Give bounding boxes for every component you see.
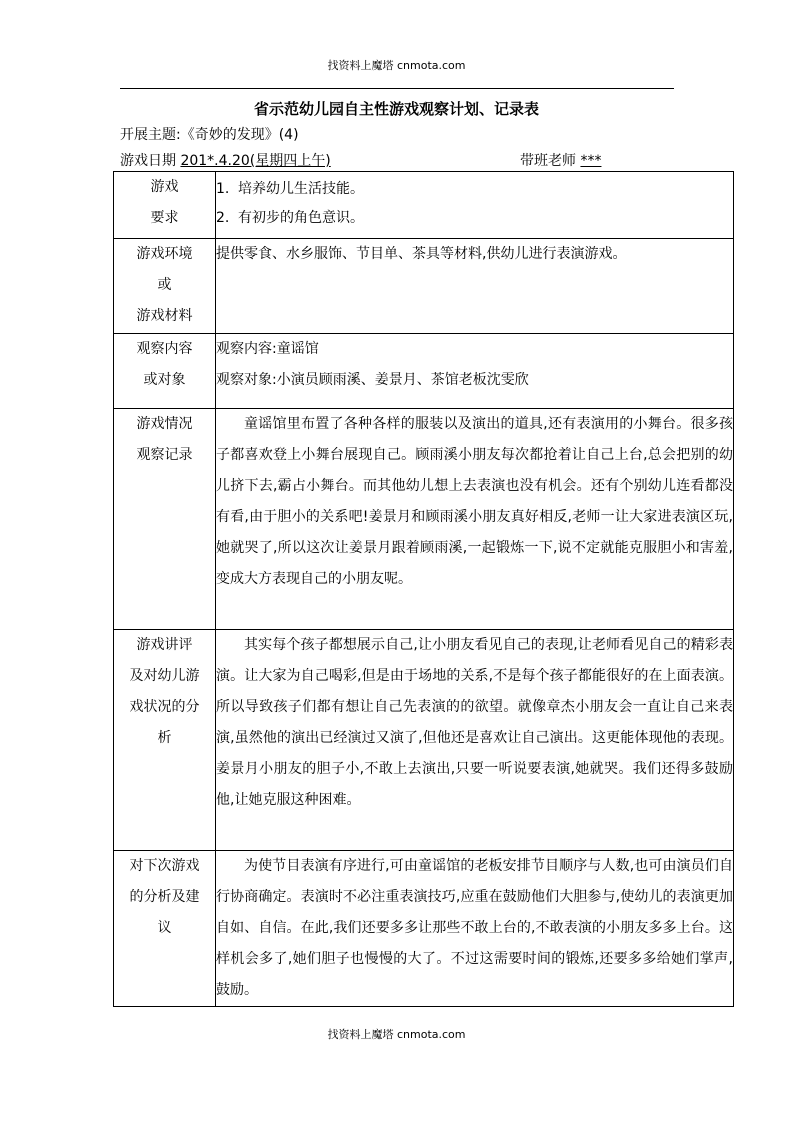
- requirement-item: 2. 有初步的角色意识。: [216, 210, 364, 226]
- theme-value: 《奇妙的发现》(4): [180, 127, 299, 143]
- requirements-label: 游戏 要求: [114, 172, 216, 239]
- page-footer: 找资料上魔塔 cnmota.com: [327, 1028, 466, 1041]
- observation-table: [113, 171, 734, 1007]
- record-content: 童谣馆里布置了各种各样的服装以及演出的道具,还有表演用的小舞台。很多孩子都喜欢登上小舞台展现自己。顾雨溪小朋友每次都抢着让自己上台,总会把别的幼儿挤下去,霸占小舞台。而其他幼儿想上去表演也没有机会。还有个别幼儿连看都没有看,由于胆小的关系吧!姜景月和顾雨溪小朋友真好相反,老师一让大家进表演区玩,她就哭了,所以这次让姜景月跟着顾雨溪,一起锻炼一下,说不定就能克服胆小和害羞,变成大方表现自己的小朋友呢。: [216, 409, 734, 630]
- date-value: 201*.4.20(星期四上午): [180, 153, 331, 169]
- header-divider: [120, 88, 674, 89]
- environment-content: 提供零食、水乡服饰、节目单、茶具等材料,供幼儿进行表演游戏。: [216, 239, 734, 334]
- date-label: 游戏日期: [120, 153, 176, 169]
- row-requirements: [114, 172, 734, 239]
- requirement-item: 1. 培养幼儿生活技能。: [216, 181, 364, 197]
- document-title: 省示范幼儿园自主性游戏观察计划、记录表: [253, 100, 539, 118]
- next-content: 为使节目表演有序进行,可由童谣馆的老板安排节目顺序与人数,也可由演员们自行协商确定。表演时不必注重表演技巧,应重在鼓励他们大胆参与,使幼儿的表演更加自如、自信。在此,我们还要多多让那些不敢上台的,不敢表演的小朋友多多上台。这样机会多了,她们胆子也慢慢的大了。不过这需要时间的锻炼,还要多多给她们掌声,鼓励。: [216, 851, 734, 1007]
- observation-target-content: 观察内容:童谣馆 观察对象:小演员顾雨溪、姜景月、茶馆老板沈雯欣: [216, 334, 734, 409]
- environment-label: 游戏环境 或 游戏材料: [114, 239, 216, 334]
- analysis-label: 游戏讲评 及对幼儿游 戏状况的分 析: [114, 630, 216, 851]
- teacher-label: 带班老师: [520, 153, 576, 169]
- theme-line: [120, 125, 299, 145]
- row-analysis: [114, 630, 734, 851]
- observation-target-label: 观察内容 或对象: [114, 334, 216, 409]
- next-label: 对下次游戏 的分析及建 议: [114, 851, 216, 1007]
- row-environment: [114, 239, 734, 334]
- analysis-content: 其实每个孩子都想展示自己,让小朋友看见自己的表现,让老师看见自己的精彩表演。让大家为自己喝彩,但是由于场地的关系,不是每个孩子都能很好的在上面表演。所以导致孩子们都有想让自己先表演的的欲望。就像章杰小朋友会一直让自己来表演,虽然他的演出已经演过又演了,但他还是喜欢让自己演出。这更能体现他的表现。姜景月小朋友的胆子小,不敢上去演出,只要一听说要表演,她就哭。我们还得多鼓励他,让她克服这种困难。: [216, 630, 734, 851]
- row-record: [114, 409, 734, 630]
- teacher-value: ***: [580, 153, 602, 169]
- teacher-line: [520, 151, 601, 171]
- date-line: [120, 151, 331, 171]
- row-next: [114, 851, 734, 1007]
- requirements-content: [216, 172, 734, 239]
- page-header: 找资料上魔塔 cnmota.com: [327, 59, 466, 72]
- record-label: 游戏情况 观察记录: [114, 409, 216, 630]
- row-observation-target: [114, 334, 734, 409]
- theme-label: 开展主题:: [120, 127, 181, 143]
